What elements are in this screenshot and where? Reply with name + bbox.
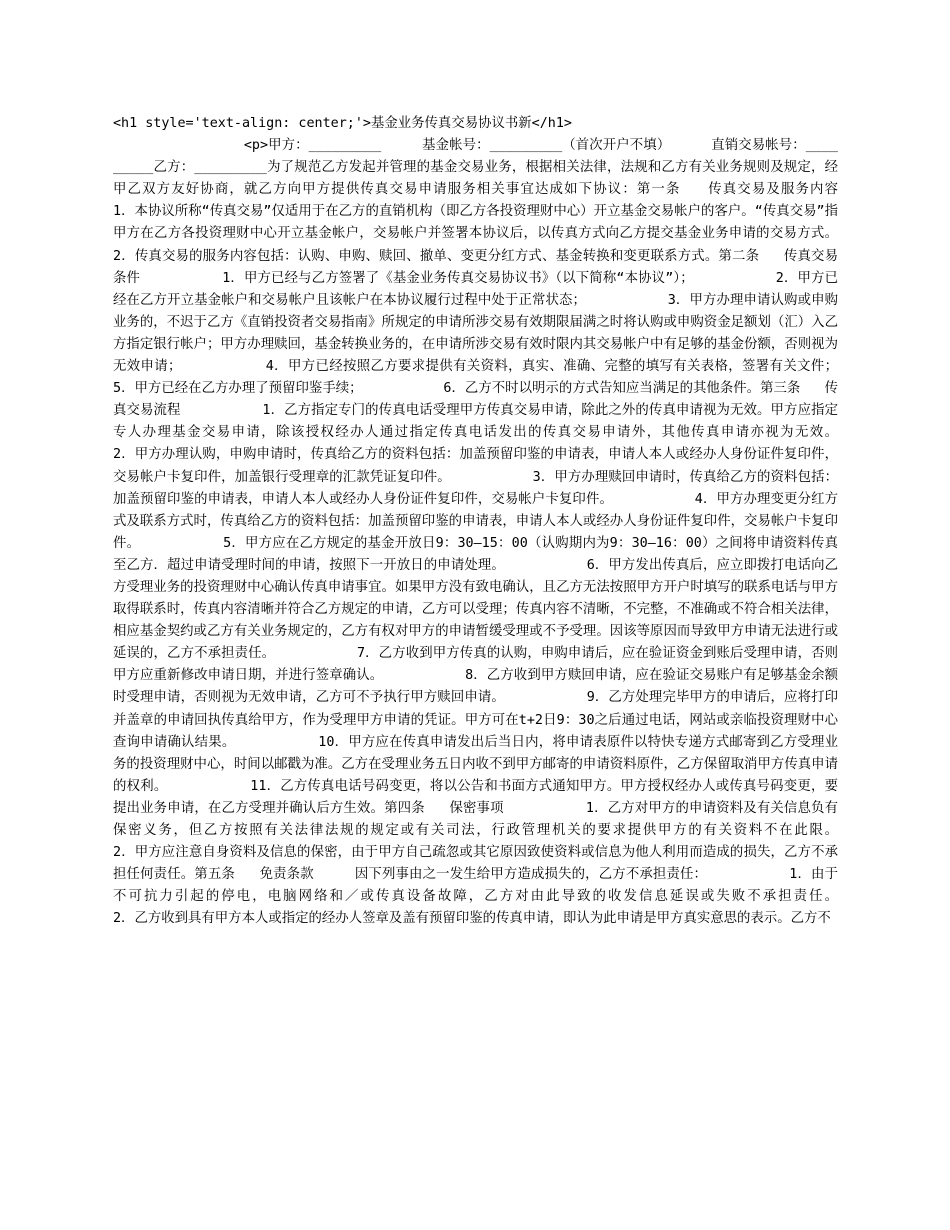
document-page <box>113 113 838 930</box>
document-body-text: <h1 style='text-align: center;'>基金业务传真交易协议书新</h1> <p>甲方：_________ 基金帐号：_________（首次开户不填） 直销交易帐号：_________乙方：_________为了规范乙方发起并管理的基金交易业务，根据相关法律，法规和乙方有关业务规则及规定，经甲乙双方友好协商，就乙方向甲方提供传真交易申请服务相关事宜达成如下协议：第一条 传真交易及服务内容 1．本协议所称“传真交易”仅适用于在乙方的直销机构（即乙方各投资理财中心）开立基金交易帐户的客户。“传真交易”指甲方在乙方各投资理财中心开立基金帐户，交易帐户并签署本协议后，以传真方式向乙方提交基金业务申请的交易方式。2．传真交易的服务内容包括：认购、申购、赎回、撤单、变更分红方式、基金转换和变更联系方式。第二条 传真交易条件 1．甲方已经与乙方签署了《基金业务传真交易协议书》（以下简称“本协议”）； 2．甲方已经在乙方开立基金帐户和交易帐户且该帐户在本协议履行过程中处于正常状态； 3．甲方办理申请认购或申购业务的，不迟于乙方《直销投资者交易指南》所规定的申请所涉交易有效期限届满之时将认购或申购资金足额划（汇）入乙方指定银行帐户；甲方办理赎回，基金转换业务的，在申请所涉交易有效时限内其交易帐户中有足够的基金份额，否则视为无效申请； 4．甲方已经按照乙方要求提供有关资料，真实、准确、完整的填写有关表格，签署有关文件； 5．甲方已经在乙方办理了预留印鉴手续； 6．乙方不时以明示的方式告知应当满足的其他条件。第三条 传真交易流程 1．乙方指定专门的传真电话受理甲方传真交易申请，除此之外的传真申请视为无效。甲方应指定专人办理基金交易申请，除该授权经办人通过指定传真电话发出的传真交易申请外，其他传真申请亦视为无效。 2．甲方办理认购，申购申请时，传真给乙方的资料包括：加盖预留印鉴的申请表，申请人本人或经办人身份证件复印件，交易帐户卡复印件，加盖银行受理章的汇款凭证复印件。 3．甲方办理赎回申请时，传真给乙方的资料包括：加盖预留印鉴的申请表，申请人本人或经办人身份证件复印件，交易帐户卡复印件。 4．甲方办理变更分红方式及联系方式时，传真给乙方的资料包括：加盖预留印鉴的申请表，申请人本人或经办人身份证件复印件，交易帐户卡复印件。 5．甲方应在乙方规定的基金开放日9：30—15：00（认购期内为9：30—16：00）之间将申请资料传真至乙方．超过申请受理时间的申请，按照下一开放日的申请处理。 6．甲方发出传真后，应立即拨打电话向乙方受理业务的投资理财中心确认传真申请事宜。如果甲方没有致电确认，且乙方无法按照甲方开户时填写的联系电话与甲方取得联系时，传真内容清晰并符合乙方规定的申请，乙方可以受理；传真内容不清晰，不完整，不准确或不符合相关法律，相应基金契约或乙方有关业务规定的，乙方有权对甲方的申请暂缓受理或不予受理。因该等原因而导致甲方申请无法进行或延误的，乙方不承担责任。 7．乙方收到甲方传真的认购，申购申请后，应在验证资金到账后受理申请，否则甲方应重新修改申请日期，并进行签章确认。 8．乙方收到甲方赎回申请，应在验证交易账户有足够基金余额时受理申请，否则视为无效申请，乙方可不予执行甲方赎回申请。 9．乙方处理完毕甲方的申请后，应将打印并盖章的申请回执传真给甲方，作为受理甲方申请的凭证。甲方可在t+2日9：30之后通过电话，网站或亲临投资理财中心查询申请确认结果。 10．甲方应在传真申请发出后当日内，将申请表原件以特快专递方式邮寄到乙方受理业务的投资理财中心，时间以邮戳为准。乙方在受理业务五日内收不到甲方邮寄的申请资料原件，乙方保留取消甲方传真申请的权利。 11．乙方传真电话号码变更，将以公告和书面方式通知甲方。甲方授权经办人或传真号码变更，要提出业务申请，在乙方受理并确认后方生效。第四条 保密事项 1．乙方对甲方的申请资料及有关信息负有保密义务，但乙方按照有关法律法规的规定或有关司法，行政管理机关的要求提供甲方的有关资料不在此限。 2．甲方应注意自身资料及信息的保密，由于甲方自己疏忽或其它原因致使资料或信息为他人利用而造成的损失，乙方不承担任何责任。第五条 免责条款 因下列事由之一发生给甲方造成损失的，乙方不承担责任： 1．由于不可抗力引起的停电，电脑网络和／或传真设备故障，乙方对由此导致的收发信息延误或失败不承担责任。 2．乙方收到具有甲方本人或指定的经办人签章及盖有预留印鉴的传真申请，即认为此申请是甲方真实意思的表示。乙方不 <box>113 116 838 927</box>
